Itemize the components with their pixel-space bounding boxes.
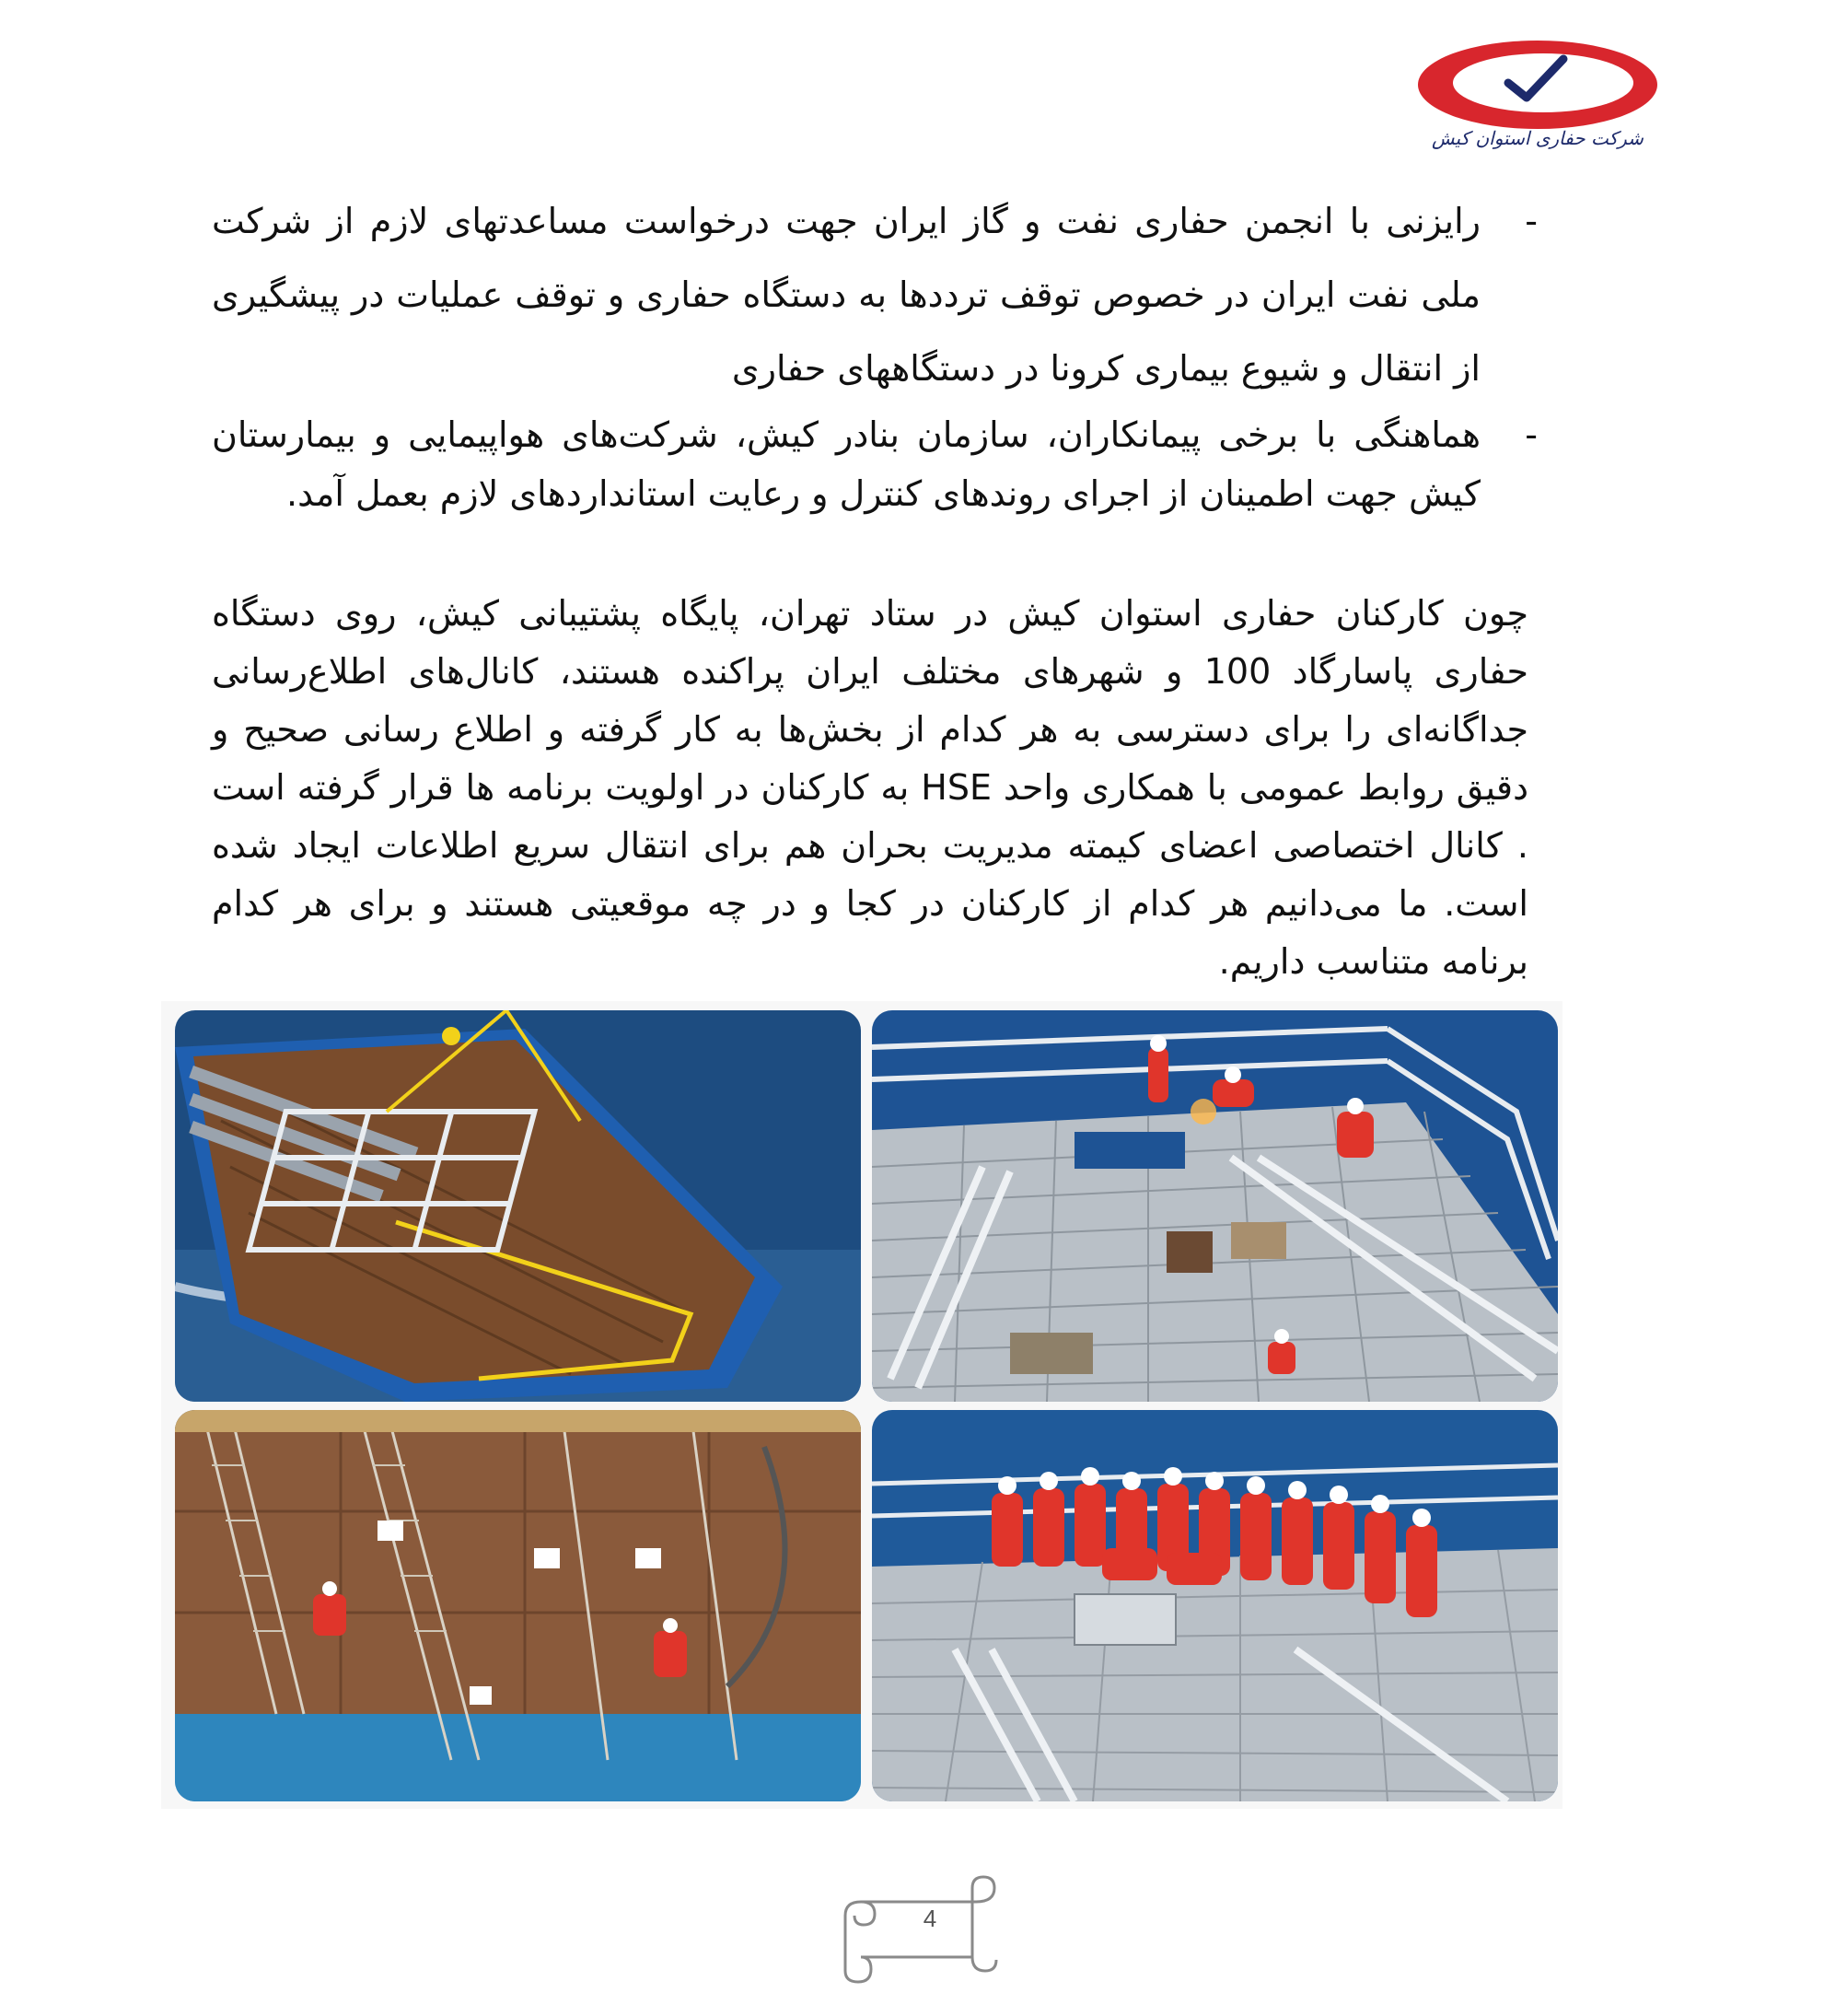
bullet-marker: - bbox=[1525, 414, 1538, 455]
bullet-item bbox=[212, 405, 1538, 523]
bullet-item bbox=[212, 184, 1538, 405]
logo-caption: شرکت حفاری استوان کیش bbox=[1432, 127, 1644, 149]
bullet-text: هماهنگی با برخی پیمانکاران، سازمان بنادر کیش، شرکت‌های هواپیمایی و بیمارستان کیش جهت اطمینان از اجرای روندهای کنترل و رعایت استانداردهای لازم بعمل آمد. bbox=[212, 414, 1481, 514]
bullet-list bbox=[212, 184, 1538, 523]
crew-group-photo bbox=[872, 1410, 1558, 1801]
bullet-text: رایزنی با انجمن حفاری نفت و گاز ایران جهت درخواست مساعدتهای لازم از شرکت ملی نفت ایران در خصوص توقف ترددها به دستگاه حفاری و توقف عملیات در پیشگیری از انتقال و شیوع بیماری کرونا در دستگاههای حفاری bbox=[212, 201, 1481, 389]
supply-vessel-crane-photo bbox=[175, 1010, 861, 1402]
platform-deck-workers-photo bbox=[872, 1010, 1558, 1402]
bullet-marker: - bbox=[1525, 201, 1538, 241]
page-number: 4 bbox=[923, 1905, 937, 1932]
photo-collage bbox=[161, 1001, 1562, 1809]
rig-leg-climbers-photo bbox=[175, 1410, 861, 1801]
body-paragraph: چون کارکنان حفاری استوان کیش در ستاد تهران، پایگاه پشتیبانی کیش، روی دستگاه حفاری پاسارگاد 100 و شهرهای مختلف ایران پراکنده هستند، کانال‌های اطلاع‌رسانی جداگانه‌ای را برای دسترسی به هر کدام از بخش‌ها به کار گرفته و اطلاع رسانی صحیح و دقیق روابط عمومی با همکاری واحد HSE به کارکنان در اولویت برنامه ها قرار گرفته است . کانال اختصاصی اعضای کیمته مدیریت بحران هم برای انتقال سریع اطلاعات ایجاد شده است. ما می‌دانیم هر کدام از کارکنان در کجا و در چه موقعیتی هستند و برای هر کدام برنامه متناسب داریم. bbox=[212, 593, 1529, 982]
